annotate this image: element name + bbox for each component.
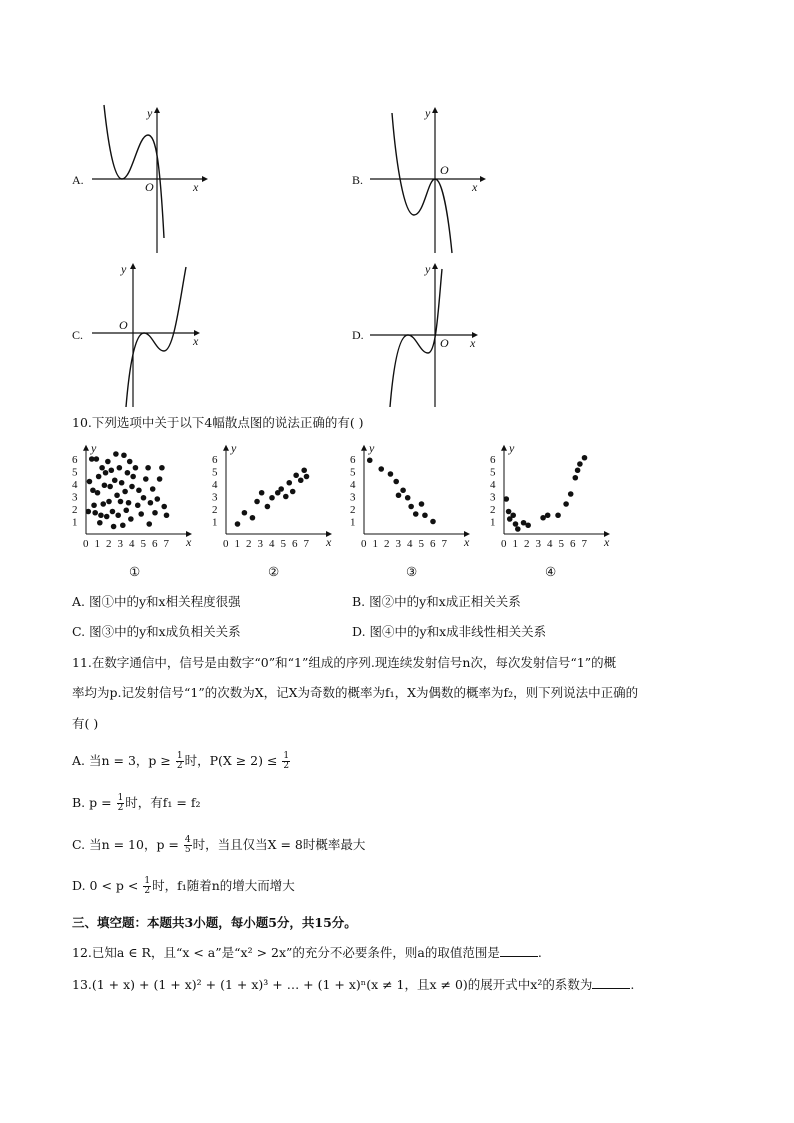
x-tick-label: 3 — [257, 538, 263, 550]
x-arrow-icon — [480, 176, 486, 182]
scatter-point — [127, 459, 133, 465]
y-label: y — [425, 262, 431, 276]
scatter-point — [125, 470, 131, 476]
curve — [104, 105, 164, 238]
scatter-point — [118, 499, 124, 505]
y-tick-label: 5 — [350, 466, 356, 479]
scatter-point — [293, 472, 299, 478]
scatter-point — [283, 494, 289, 500]
y-tick-label: 2 — [72, 504, 78, 516]
y-tick-label: 3 — [212, 491, 218, 504]
frac-num: 4 — [184, 835, 191, 845]
scatter-point — [96, 474, 102, 480]
frac-num: 1 — [283, 751, 290, 761]
graph-option-c — [90, 259, 210, 409]
frac-den: 2 — [144, 886, 151, 896]
x-tick-label: 7 — [163, 538, 169, 550]
scatter-point — [525, 522, 531, 528]
y-tick-label: 6 — [490, 454, 496, 466]
scatter-point — [413, 511, 419, 517]
x-tick-label: 5 — [280, 538, 286, 550]
q13-suffix: . — [630, 977, 635, 992]
scatter-point — [111, 524, 117, 530]
scatter-point — [143, 476, 149, 482]
y-tick-label: 6 — [212, 454, 218, 466]
q11-option-b-prefix: B. p = — [72, 795, 116, 810]
scatter-plot-4 — [488, 440, 610, 554]
scatter-point — [141, 495, 147, 501]
scatter-plot-2 — [210, 440, 332, 554]
scatter-point — [129, 484, 135, 490]
scatter-point — [146, 521, 152, 527]
scatter-point — [91, 502, 97, 508]
scatter-point — [513, 521, 519, 527]
x-tick-label: 2 — [384, 538, 390, 550]
q11-option-c-suffix: 时，当且仅当X = 8时概率最大 — [192, 837, 366, 852]
scatter-point — [582, 455, 588, 461]
scatter-point — [135, 502, 141, 508]
scatter-point — [133, 465, 139, 471]
x-label: x — [464, 535, 470, 549]
y-tick-label: 4 — [212, 479, 218, 491]
scatter-point — [102, 482, 108, 488]
scatter-point — [563, 501, 569, 507]
frac-den: 2 — [283, 761, 290, 771]
scatter-point — [113, 451, 119, 457]
q11-option-a-mid: 时，P(X ≥ 2) ≤ — [184, 753, 282, 768]
x-tick-label: 2 — [524, 538, 530, 550]
scatter-point — [254, 499, 260, 505]
x-label: x — [326, 535, 332, 549]
y-arrow-icon — [130, 263, 136, 269]
scatter-point — [269, 495, 275, 501]
y-tick-label: 1 — [350, 516, 356, 529]
y-label: y — [91, 440, 97, 455]
curve — [390, 269, 442, 407]
scatter-point — [128, 516, 134, 522]
scatter-point — [152, 510, 158, 516]
scatter-point — [145, 465, 151, 471]
y-tick-label: 5 — [212, 466, 218, 479]
q11-option-d-suffix: 时，f₁随着n的增大而增大 — [152, 878, 295, 893]
scatter-point — [98, 512, 104, 518]
scatter-point — [367, 457, 373, 463]
y-arrow-icon — [361, 445, 367, 451]
x-tick-label: 4 — [129, 538, 135, 550]
graph-option-c-label: C. — [72, 328, 84, 342]
scatter-point — [106, 499, 112, 505]
scatter-plot-3-caption: ③ — [406, 564, 418, 579]
scatter-point — [419, 501, 425, 507]
y-tick-label: 3 — [350, 491, 356, 504]
q13-text: 13.(1 + x) + (1 + x)² + (1 + x)³ + … + (1 + x)ⁿ(x ≠ 1，且x ≠ 0)的展开式中x²的系数为 — [72, 977, 593, 992]
scatter-point — [388, 471, 394, 477]
x-arrow-icon — [202, 176, 208, 182]
scatter-point — [138, 511, 144, 517]
y-label: y — [509, 440, 515, 455]
scatter-point — [161, 504, 167, 510]
graph-option-b-label: B. — [352, 173, 364, 187]
scatter-point — [100, 501, 106, 507]
q11-stem-line2: 率均为p.记发射信号“1”的次数为X，记X为奇数的概率为f₁，X为偶数的概率为f₂，则下列说法中正确的 — [72, 685, 639, 700]
graph-option-d-label: D. — [352, 328, 364, 342]
x-tick-label: 1 — [234, 538, 240, 550]
scatter-point — [408, 504, 414, 510]
scatter-point — [555, 512, 561, 518]
q11-option-d — [72, 877, 295, 896]
origin-label: O — [145, 180, 154, 194]
x-tick-label: 0 — [83, 538, 89, 550]
scatter-point — [109, 467, 115, 473]
section-3-heading: 三、填空题：本题共3小题，每小题5分，共15分。 — [72, 915, 357, 930]
y-arrow-icon — [432, 107, 438, 113]
y-arrow-icon — [83, 445, 89, 451]
scatter-point — [105, 459, 111, 465]
q11-option-d-prefix: D. 0 < p < — [72, 878, 143, 893]
scatter-point — [393, 479, 399, 485]
frac-num: 1 — [176, 751, 183, 761]
scatter-point — [104, 514, 110, 520]
q11-option-b-suffix: 时，有f₁ = f₂ — [125, 795, 201, 810]
x-tick-label: 6 — [292, 538, 298, 550]
q11-option-c — [72, 836, 365, 855]
y-label: y — [369, 440, 375, 455]
scatter-point — [157, 476, 163, 482]
x-tick-label: 7 — [441, 538, 447, 550]
scatter-point — [577, 461, 583, 467]
x-label: x — [604, 535, 610, 549]
scatter-point — [159, 465, 165, 471]
scatter-point — [92, 510, 98, 516]
x-tick-label: 4 — [547, 538, 553, 550]
scatter-point — [250, 515, 256, 521]
scatter-point — [110, 509, 116, 515]
y-label: y — [425, 106, 431, 120]
x-tick-label: 2 — [106, 538, 112, 550]
q11-option-c-prefix: C. 当n = 10，p = — [72, 837, 183, 852]
y-tick-label: 1 — [212, 516, 218, 529]
scatter-point — [107, 484, 113, 490]
x-tick-label: 4 — [269, 538, 275, 550]
origin-label: O — [119, 318, 128, 332]
frac-den: 2 — [117, 803, 124, 813]
scatter-plot-1-caption: ① — [129, 564, 141, 579]
q11-option-a — [72, 752, 291, 771]
x-label: x — [470, 336, 476, 350]
scatter-point — [86, 509, 92, 515]
scatter-point — [97, 520, 103, 526]
scatter-point — [290, 489, 296, 495]
q10-option-d: D. 图④中的y和x成非线性相关关系 — [352, 624, 547, 639]
x-tick-label: 0 — [361, 538, 367, 550]
scatter-point — [235, 521, 241, 527]
scatter-point — [120, 522, 126, 528]
y-arrow-icon — [223, 445, 229, 451]
scatter-point — [515, 526, 521, 532]
scatter-point — [148, 500, 154, 506]
scatter-point — [87, 479, 93, 485]
y-tick-label: 1 — [490, 516, 496, 529]
fraction-four-fifths — [184, 836, 192, 855]
scatter-point — [94, 456, 100, 462]
y-tick-label: 2 — [350, 504, 356, 516]
q11-option-b — [72, 794, 201, 813]
q11-stem-line3: 有( ) — [72, 716, 99, 731]
x-tick-label: 2 — [246, 538, 252, 550]
graph-option-a-label: A. — [72, 173, 84, 187]
scatter-point — [405, 495, 411, 501]
y-tick-label: 4 — [72, 479, 78, 491]
scatter-point — [575, 467, 581, 473]
scatter-point — [545, 512, 551, 518]
scatter-plot-3 — [348, 440, 470, 554]
q12-text: 12.已知a ∈ R，且“x < a”是“x² > 2x”的充分不必要条件，则a的取值范围是 — [72, 945, 500, 960]
x-label: x — [193, 334, 199, 348]
q11-option-a-prefix: A. 当n = 3，p ≥ — [72, 753, 175, 768]
scatter-point — [126, 500, 132, 506]
scatter-point — [115, 512, 121, 518]
scatter-point — [114, 492, 120, 498]
x-label: x — [472, 180, 478, 194]
fraction-one-half — [143, 877, 151, 896]
x-tick-label: 6 — [152, 538, 158, 550]
scatter-point — [164, 512, 170, 518]
q13-answer-blank[interactable] — [592, 976, 630, 989]
y-tick-label: 6 — [350, 454, 356, 466]
scatter-point — [130, 474, 136, 480]
y-tick-label: 2 — [490, 504, 496, 516]
graph-option-b — [368, 103, 488, 253]
scatter-point — [122, 489, 128, 495]
scatter-point — [119, 480, 125, 486]
q12 — [72, 944, 542, 962]
frac-den: 2 — [176, 761, 183, 771]
scatter-point — [117, 465, 123, 471]
y-label: y — [231, 440, 237, 455]
scatter-point — [396, 492, 402, 498]
x-tick-label: 5 — [140, 538, 146, 550]
scatter-point — [400, 487, 406, 493]
scatter-point — [422, 512, 428, 518]
fraction-one-half — [176, 752, 184, 771]
scatter-point — [286, 480, 292, 486]
scatter-point — [259, 490, 265, 496]
y-tick-label: 5 — [490, 466, 496, 479]
origin-label: O — [440, 163, 449, 177]
y-label: y — [121, 262, 127, 276]
q10-stem: 10.下列选项中关于以下4幅散点图的说法正确的有( ) — [72, 415, 364, 430]
q12-suffix: . — [537, 945, 542, 960]
graph-option-d — [368, 259, 488, 409]
y-tick-label: 1 — [72, 516, 78, 529]
x-tick-label: 1 — [94, 538, 100, 550]
scatter-point — [99, 465, 105, 471]
x-tick-label: 7 — [303, 538, 309, 550]
x-tick-label: 3 — [535, 538, 541, 550]
x-tick-label: 4 — [407, 538, 413, 550]
scatter-point — [378, 466, 384, 472]
scatter-point — [504, 496, 510, 502]
y-tick-label: 6 — [72, 454, 78, 466]
scatter-point — [242, 510, 248, 516]
scatter-point — [506, 509, 512, 515]
fraction-one-half — [117, 794, 125, 813]
x-tick-label: 0 — [223, 538, 229, 550]
scatter-plot-4-caption: ④ — [545, 564, 557, 579]
y-tick-label: 4 — [350, 479, 356, 491]
y-tick-label: 3 — [72, 491, 78, 504]
y-tick-label: 3 — [490, 491, 496, 504]
scatter-point — [301, 467, 307, 473]
y-arrow-icon — [432, 263, 438, 269]
x-label: x — [186, 535, 192, 549]
x-tick-label: 3 — [395, 538, 401, 550]
q11-stem-line1: 11.在数字通信中，信号是由数字“0”和“1”组成的序列.现连续发射信号n次，每次发射信号“1”的概 — [72, 655, 617, 670]
y-tick-label: 5 — [72, 466, 78, 479]
y-tick-label: 4 — [490, 479, 496, 491]
scatter-point — [430, 519, 436, 525]
scatter-point — [103, 470, 109, 476]
x-tick-label: 0 — [501, 538, 507, 550]
x-tick-label: 1 — [372, 538, 378, 550]
scatter-point — [95, 490, 101, 496]
x-tick-label: 3 — [117, 538, 123, 550]
y-arrow-icon — [154, 107, 160, 113]
scatter-point — [155, 496, 161, 502]
x-label: x — [193, 180, 199, 194]
fraction-one-half — [282, 752, 290, 771]
x-tick-label: 6 — [430, 538, 436, 550]
q12-answer-blank[interactable] — [500, 944, 538, 957]
scatter-plot-1 — [70, 440, 192, 554]
frac-num: 1 — [117, 793, 124, 803]
y-tick-label: 2 — [212, 504, 218, 516]
scatter-point — [304, 474, 310, 480]
scatter-point — [112, 477, 118, 483]
graph-option-a — [90, 103, 210, 253]
x-tick-label: 6 — [570, 538, 576, 550]
origin-label: O — [440, 336, 449, 350]
x-tick-label: 7 — [581, 538, 587, 550]
scatter-point — [265, 504, 271, 510]
scatter-point — [278, 486, 284, 492]
x-tick-label: 1 — [512, 538, 518, 550]
scatter-point — [510, 512, 516, 518]
scatter-point — [298, 477, 304, 483]
y-label: y — [147, 106, 153, 120]
curve — [126, 267, 186, 407]
x-tick-label: 5 — [558, 538, 564, 550]
y-arrow-icon — [501, 445, 507, 451]
scatter-point — [121, 452, 127, 458]
q10-option-a: A. 图①中的y和x相关程度很强 — [72, 594, 241, 609]
frac-den: 5 — [184, 845, 191, 855]
q10-option-b: B. 图②中的y和x成正相关关系 — [352, 594, 521, 609]
x-tick-label: 5 — [418, 538, 424, 550]
q10-option-c: C. 图③中的y和x成负相关关系 — [72, 624, 241, 639]
scatter-point — [123, 507, 129, 513]
curve — [392, 113, 452, 253]
q13 — [72, 976, 634, 994]
scatter-point — [568, 491, 574, 497]
scatter-point — [573, 475, 579, 481]
frac-num: 1 — [144, 876, 151, 886]
scatter-point — [136, 487, 142, 493]
scatter-point — [150, 486, 156, 492]
scatter-plot-2-caption: ② — [268, 564, 280, 579]
